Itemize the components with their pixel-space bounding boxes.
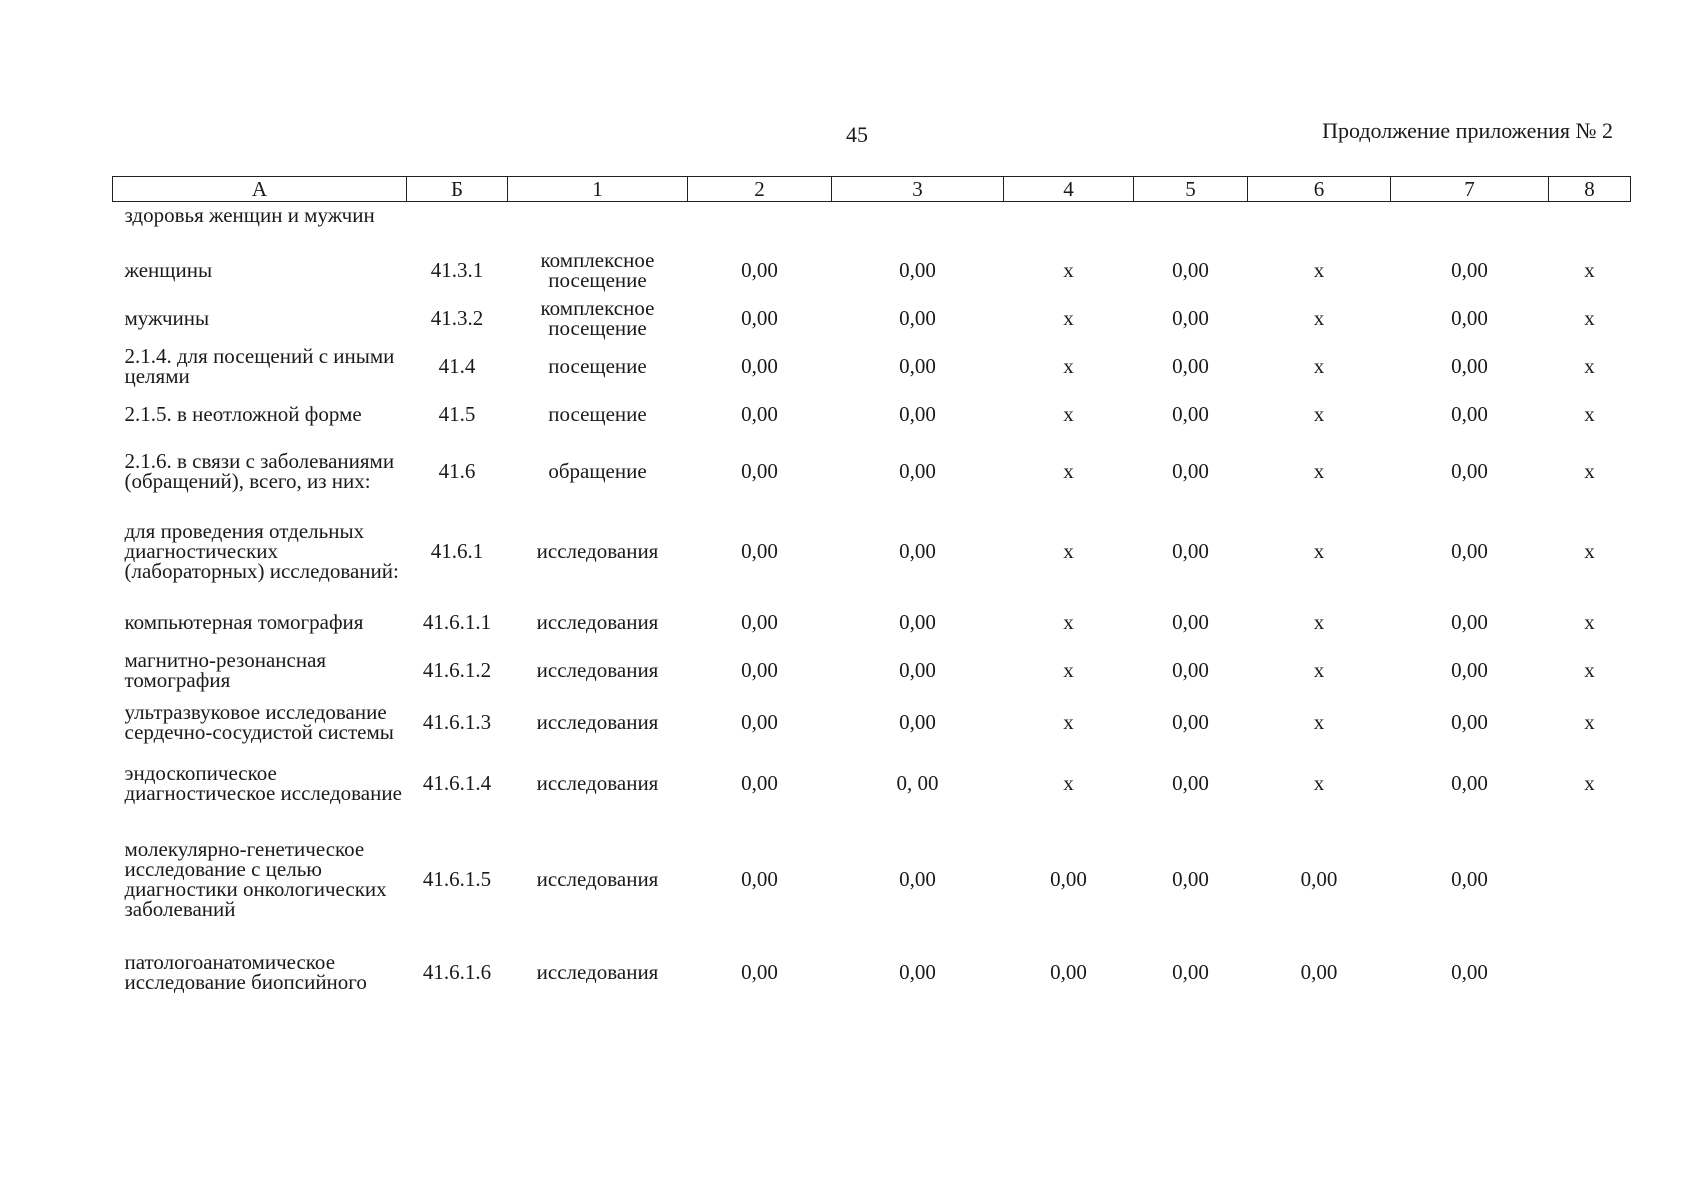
col7-value — [1391, 202, 1549, 246]
col4-value: x — [1063, 709, 1074, 734]
col2-value: 0,00 — [741, 305, 778, 330]
col4-value: x — [1063, 657, 1074, 682]
col2-value — [688, 202, 832, 246]
row-name: магнитно-резонансная томография — [124, 647, 327, 692]
col6-value: x — [1313, 709, 1325, 734]
col6-value: x — [1313, 257, 1325, 282]
table-row — [113, 294, 1631, 342]
row-unit: посещение — [548, 353, 647, 378]
col4-value: 0,00 — [1050, 866, 1087, 891]
column-header: 2 — [688, 177, 832, 202]
row-name: для проведения отдельных диагностических (лабораторных) исследований: — [124, 518, 399, 583]
row-code: 41.6.1 — [430, 538, 484, 563]
row-code: 41.5 — [438, 401, 476, 426]
col7-value: 0,00 — [1451, 609, 1488, 634]
row-code: 41.6.1.2 — [422, 657, 492, 682]
row-code: 41.3.1 — [430, 257, 484, 282]
row-code — [407, 202, 508, 246]
col3-value: 0,00 — [899, 353, 936, 378]
row-name: 2.1.5. в неотложной форме — [124, 401, 362, 426]
col8-value — [1549, 816, 1631, 942]
appendix-note: Продолжение приложения № 2 — [1322, 118, 1613, 143]
row-unit: обращение — [548, 458, 647, 483]
header-row — [113, 177, 1631, 202]
col3-value: 0, 00 — [896, 770, 939, 795]
col5-value: 0,00 — [1172, 458, 1209, 483]
col8-value — [1549, 202, 1631, 246]
col6-value: x — [1313, 770, 1325, 795]
column-header: 1 — [508, 177, 688, 202]
row-unit: исследования — [536, 609, 659, 634]
row-unit: исследования — [536, 770, 659, 795]
col3-value: 0,00 — [899, 257, 936, 282]
row-code: 41.4 — [438, 353, 476, 378]
row-unit: исследования — [536, 538, 659, 563]
table-row — [113, 942, 1631, 1002]
col8-value: x — [1584, 770, 1595, 795]
col2-value: 0,00 — [741, 257, 778, 282]
row-name: мужчины — [124, 305, 210, 330]
table-row — [113, 390, 1631, 438]
row-code: 41.6 — [438, 458, 476, 483]
row-unit: исследования — [536, 959, 659, 984]
col6-value: x — [1313, 305, 1325, 330]
col6-value: x — [1313, 401, 1325, 426]
col4-value: x — [1063, 538, 1074, 563]
table-row — [113, 202, 1631, 246]
col8-value: x — [1584, 458, 1595, 483]
col3-value: 0,00 — [899, 959, 936, 984]
col5-value — [1134, 202, 1248, 246]
col3-value: 0,00 — [899, 305, 936, 330]
col7-value: 0,00 — [1451, 458, 1488, 483]
col4-value: x — [1063, 305, 1074, 330]
row-name: компьютерная томография — [124, 609, 364, 634]
col5-value: 0,00 — [1172, 353, 1209, 378]
col4-value: x — [1063, 458, 1074, 483]
col8-value: x — [1584, 657, 1595, 682]
row-name: здоровья женщин и мужчин — [124, 203, 375, 227]
column-header: Б — [407, 177, 508, 202]
table-row — [113, 504, 1631, 598]
col5-value: 0,00 — [1172, 609, 1209, 634]
col8-value: x — [1584, 538, 1595, 563]
col5-value: 0,00 — [1172, 866, 1209, 891]
col6-value: 0,00 — [1300, 959, 1338, 984]
col4-value: x — [1063, 609, 1074, 634]
col3-value: 0,00 — [899, 866, 936, 891]
col6-value: x — [1313, 353, 1325, 378]
col2-value: 0,00 — [741, 609, 778, 634]
table-body — [113, 202, 1631, 1002]
row-code: 41.6.1.3 — [422, 709, 492, 734]
row-unit: исследования — [536, 709, 659, 734]
table-row — [113, 342, 1631, 390]
table-row — [113, 438, 1631, 504]
col6-value: x — [1313, 657, 1325, 682]
row-name: женщины — [124, 257, 213, 282]
col3-value: 0,00 — [899, 401, 936, 426]
column-header: 4 — [1004, 177, 1134, 202]
col5-value: 0,00 — [1172, 257, 1209, 282]
col5-value: 0,00 — [1172, 538, 1209, 563]
col6-value: x — [1313, 538, 1325, 563]
row-name: ультразвуковое исследование сердечно-сосудистой системы — [124, 699, 394, 744]
row-unit: исследования — [536, 866, 659, 891]
col7-value: 0,00 — [1451, 959, 1488, 984]
col7-value: 0,00 — [1451, 353, 1488, 378]
col8-value — [1549, 942, 1631, 1002]
table-row — [113, 598, 1631, 646]
col6-value: x — [1313, 609, 1325, 634]
col2-value: 0,00 — [741, 353, 778, 378]
col3-value: 0,00 — [899, 609, 936, 634]
col7-value: 0,00 — [1451, 305, 1488, 330]
table-row — [113, 246, 1631, 294]
col6-value: x — [1313, 458, 1325, 483]
row-unit — [508, 202, 688, 246]
row-name: патологоанатомическое исследование биопсийного — [124, 949, 367, 994]
row-name: молекулярно-генетическое исследование с целью диагностики онкологических заболеваний — [124, 836, 387, 921]
col7-value: 0,00 — [1451, 866, 1488, 891]
row-name: 2.1.4. для посещений с иными целями — [124, 343, 395, 388]
row-name: эндоскопическое диагностическое исследование — [124, 760, 402, 805]
col3-value: 0,00 — [899, 538, 936, 563]
col7-value: 0,00 — [1451, 257, 1488, 282]
row-unit: комплексное посещение — [540, 247, 655, 292]
col7-value: 0,00 — [1451, 401, 1488, 426]
column-header: А — [113, 177, 407, 202]
col6-value: 0,00 — [1300, 866, 1338, 891]
row-name: 2.1.6. в связи с заболеваниями (обращений), всего, из них: — [124, 448, 395, 493]
col7-value: 0,00 — [1451, 770, 1488, 795]
column-header: 7 — [1391, 177, 1549, 202]
col8-value: x — [1584, 305, 1595, 330]
col8-value: x — [1584, 709, 1595, 734]
table-row — [113, 816, 1631, 942]
row-unit: комплексное посещение — [540, 295, 655, 340]
page-number: 45 — [846, 122, 868, 147]
col2-value: 0,00 — [741, 401, 778, 426]
col5-value: 0,00 — [1172, 657, 1209, 682]
column-header: 3 — [832, 177, 1004, 202]
col5-value: 0,00 — [1172, 770, 1209, 795]
col7-value: 0,00 — [1451, 657, 1488, 682]
col3-value: 0,00 — [899, 709, 936, 734]
table-row — [113, 646, 1631, 694]
col3-value: 0,00 — [899, 458, 936, 483]
col2-value: 0,00 — [741, 458, 778, 483]
col7-value: 0,00 — [1451, 709, 1488, 734]
column-header: 8 — [1549, 177, 1631, 202]
col5-value: 0,00 — [1172, 959, 1209, 984]
column-header: 6 — [1248, 177, 1391, 202]
col3-value: 0,00 — [899, 657, 936, 682]
col8-value: x — [1584, 609, 1595, 634]
row-code: 41.6.1.6 — [422, 959, 492, 984]
col4-value — [1004, 202, 1134, 246]
row-code: 41.6.1.4 — [422, 770, 492, 795]
col2-value: 0,00 — [741, 959, 778, 984]
col2-value: 0,00 — [741, 538, 778, 563]
row-code: 41.6.1.5 — [422, 866, 492, 891]
col4-value: 0,00 — [1050, 959, 1087, 984]
col8-value: x — [1584, 257, 1595, 282]
col4-value: x — [1063, 401, 1074, 426]
table-row — [113, 694, 1631, 750]
col4-value: x — [1063, 353, 1074, 378]
col8-value: x — [1584, 353, 1595, 378]
col4-value: x — [1063, 770, 1074, 795]
data-table — [112, 176, 1631, 1002]
table-row — [113, 750, 1631, 816]
col2-value: 0,00 — [741, 709, 778, 734]
col4-value: x — [1063, 257, 1074, 282]
row-code: 41.6.1.1 — [422, 609, 492, 634]
col3-value — [832, 202, 1004, 246]
col5-value: 0,00 — [1172, 709, 1209, 734]
col7-value: 0,00 — [1451, 538, 1488, 563]
col5-value: 0,00 — [1172, 305, 1209, 330]
row-code: 41.3.2 — [430, 305, 484, 330]
row-unit: посещение — [548, 401, 647, 426]
row-unit: исследования — [536, 657, 659, 682]
col2-value: 0,00 — [741, 657, 778, 682]
col6-value — [1248, 202, 1391, 246]
col2-value: 0,00 — [741, 866, 778, 891]
col2-value: 0,00 — [741, 770, 778, 795]
column-header: 5 — [1134, 177, 1248, 202]
col8-value: x — [1584, 401, 1595, 426]
col5-value: 0,00 — [1172, 401, 1209, 426]
